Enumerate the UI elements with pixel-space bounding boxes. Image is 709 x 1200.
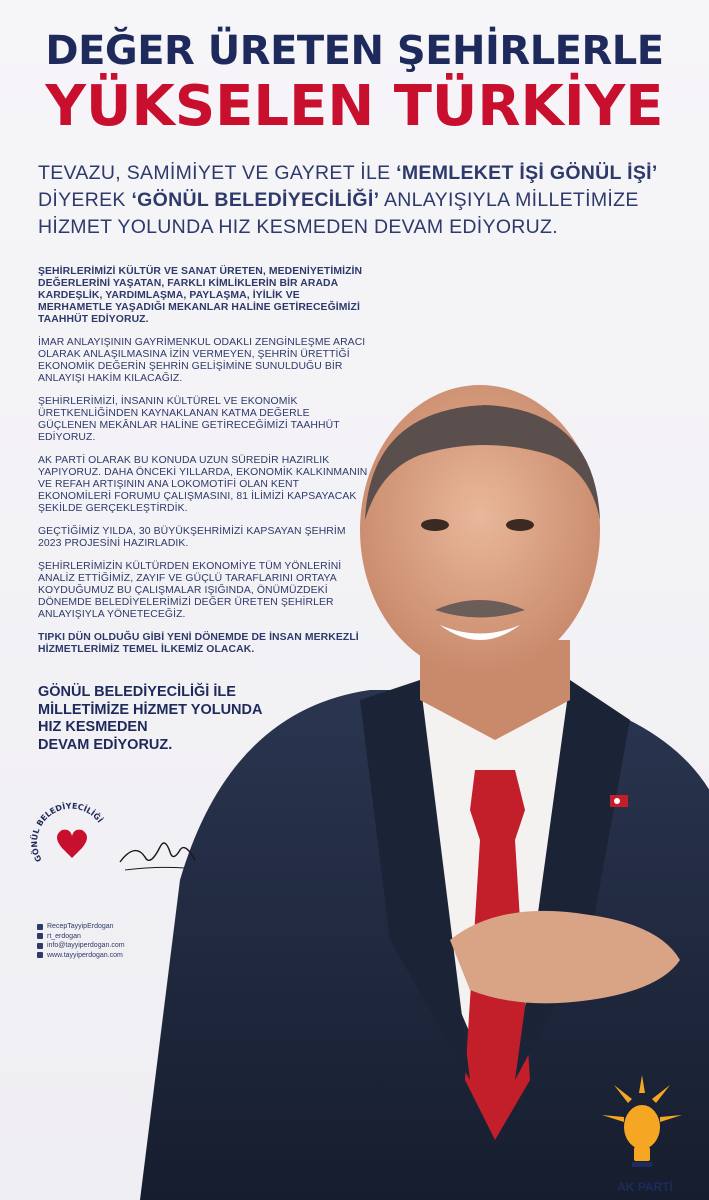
body-paragraph-5: GEÇTİĞİMİZ YILDA, 30 BÜYÜKŞEHRİMİZİ KAPSAYAN ŞEHRİM 2023 PROJESİNİ HAZIRLADIK. — [38, 526, 346, 549]
facebook-icon — [37, 924, 43, 930]
email-icon — [37, 943, 43, 949]
body-text — [38, 266, 368, 667]
body-paragraph-3: ŞEHİRLERİMİZİ, İNSANIN KÜLTÜREL VE EKONOMİK ÜRETKENLİĞİNDEN KAYNAKLANAN KATMA DEĞERLE GÜÇLENEN MEKÂNLAR HALİNE GETİRECEĞİMİZİ TAAHHÜT EDİYORUZ. — [38, 396, 340, 443]
closing-line-2: MİLLETİMİZE HİZMET YOLUNDA — [38, 701, 263, 718]
headline-line-1: DEĞER ÜRETEN ŞEHİRLERLE — [45, 28, 664, 74]
social-facebook[interactable]: RecepTayyipErdogan — [37, 922, 125, 932]
intro-text-3: ANLAYIŞIYLA MİLLETİMİZE — [379, 189, 639, 211]
globe-icon — [37, 952, 43, 958]
headline-line-2: YÜKSELEN TÜRKİYE — [45, 74, 664, 139]
intro-paragraph — [38, 160, 678, 241]
body-paragraph-7: TIPKI DÜN OLDUĞU GİBİ YENİ DÖNEMDE DE İNSAN MERKEZLİ HİZMETLERİMİZ TEMEL İLKEMİZ OLACAK. — [38, 632, 359, 655]
social-links — [37, 922, 125, 960]
intro-text-2: DİYEREK — [38, 189, 132, 211]
closing-statement — [38, 684, 338, 754]
body-paragraph-6: ŞEHİRLERİMİZİN KÜLTÜRDEN EKONOMİYE TÜM YÖNLERİNİ ANALİZ ETTİĞİMİZ, ZAYIF VE GÜÇLÜ TARAFLARINI ORTAYA KOYDUĞUMUZ BU ÇALIŞMALAR IŞIĞINDA, ÖNÜMÜZDEKİ DÖNEMDE BELEDİYELERİMİZİ DEĞER ÜRETEN ŞEHİRLER ANLAYIŞIYLA YÖNETECEĞİZ. — [38, 561, 342, 620]
intro-quote-1: ‘MEMLEKET İŞİ GÖNÜL İŞİ’ — [396, 162, 658, 184]
social-twitter[interactable]: rt_erdogan — [37, 932, 125, 942]
intro-text-1: TEVAZU, SAMİMİYET VE GAYRET İLE — [38, 162, 397, 184]
social-email[interactable]: info@tayyiperdogan.com — [37, 941, 125, 951]
ak-parti-label: AK PARTİ — [617, 1180, 673, 1194]
ak-parti-logo — [602, 1075, 682, 1185]
social-web[interactable]: www.tayyiperdogan.com — [37, 951, 125, 961]
signature — [115, 822, 205, 882]
closing-line-4: DEVAM EDİYORUZ. — [38, 736, 173, 753]
body-paragraph-4: AK PARTİ OLARAK BU KONUDA UZUN SÜREDİR HAZIRLIK YAPIYORUZ. DAHA ÖNCEKİ YILLARDA, EKONOMİK KALKINMANIN VE REFAH ARTIŞININ ANA LOKOMOTİFİ OLAN KENT EKONOMİLERİ FORUMU ÇALIŞMASINI, 81 İLİMİZİ KAPSAYACAK ŞEKİLDE GERÇEKLEŞTİRDİK. — [38, 455, 368, 514]
body-paragraph-1: ŞEHİRLERİMİZİ KÜLTÜR VE SANAT ÜRETEN, MEDENİYETİMİZİN DEĞERLERİNİ YAŞATAN, FARKLI KİMLİKLERİN BİR ARADA KARDEŞLİK, YARDIMLAŞMA, PAYLAŞMA, İYİLİK VE MERHAMETLE YAŞADIĞI MEKANLAR HALİNE GETİRECEĞİMİZİ TAAHHÜT EDİYORUZ. — [38, 266, 363, 325]
twitter-icon — [37, 933, 43, 939]
gonul-belediyeciligi-logo — [30, 800, 115, 885]
closing-line-3: HIZ KESMEDEN — [38, 719, 148, 735]
body-paragraph-2: İMAR ANLAYIŞININ GAYRİMENKUL ODAKLI ZENGİNLEŞME ARACI OLARAK ANLAŞILMASINA İZİN VERMEYEN, ŞEHRİN ÜRETTİĞİ EKONOMİK DEĞERİN ŞEHRİN GELİŞİMİNE SUNULDUĞU BİR ANLAYIŞI HAKİM KILACAĞIZ. — [38, 337, 366, 384]
intro-text-4: HİZMET YOLUNDA HIZ KESMEDEN DEVAM EDİYORUZ. — [38, 216, 558, 238]
logo-text: GÖNÜL BELEDİYECİLİĞİ — [30, 801, 105, 864]
closing-line-1: GÖNÜL BELEDİYECİLİĞİ İLE — [38, 684, 236, 700]
intro-quote-2: ‘GÖNÜL BELEDİYECİLİĞİ’ — [131, 189, 380, 211]
